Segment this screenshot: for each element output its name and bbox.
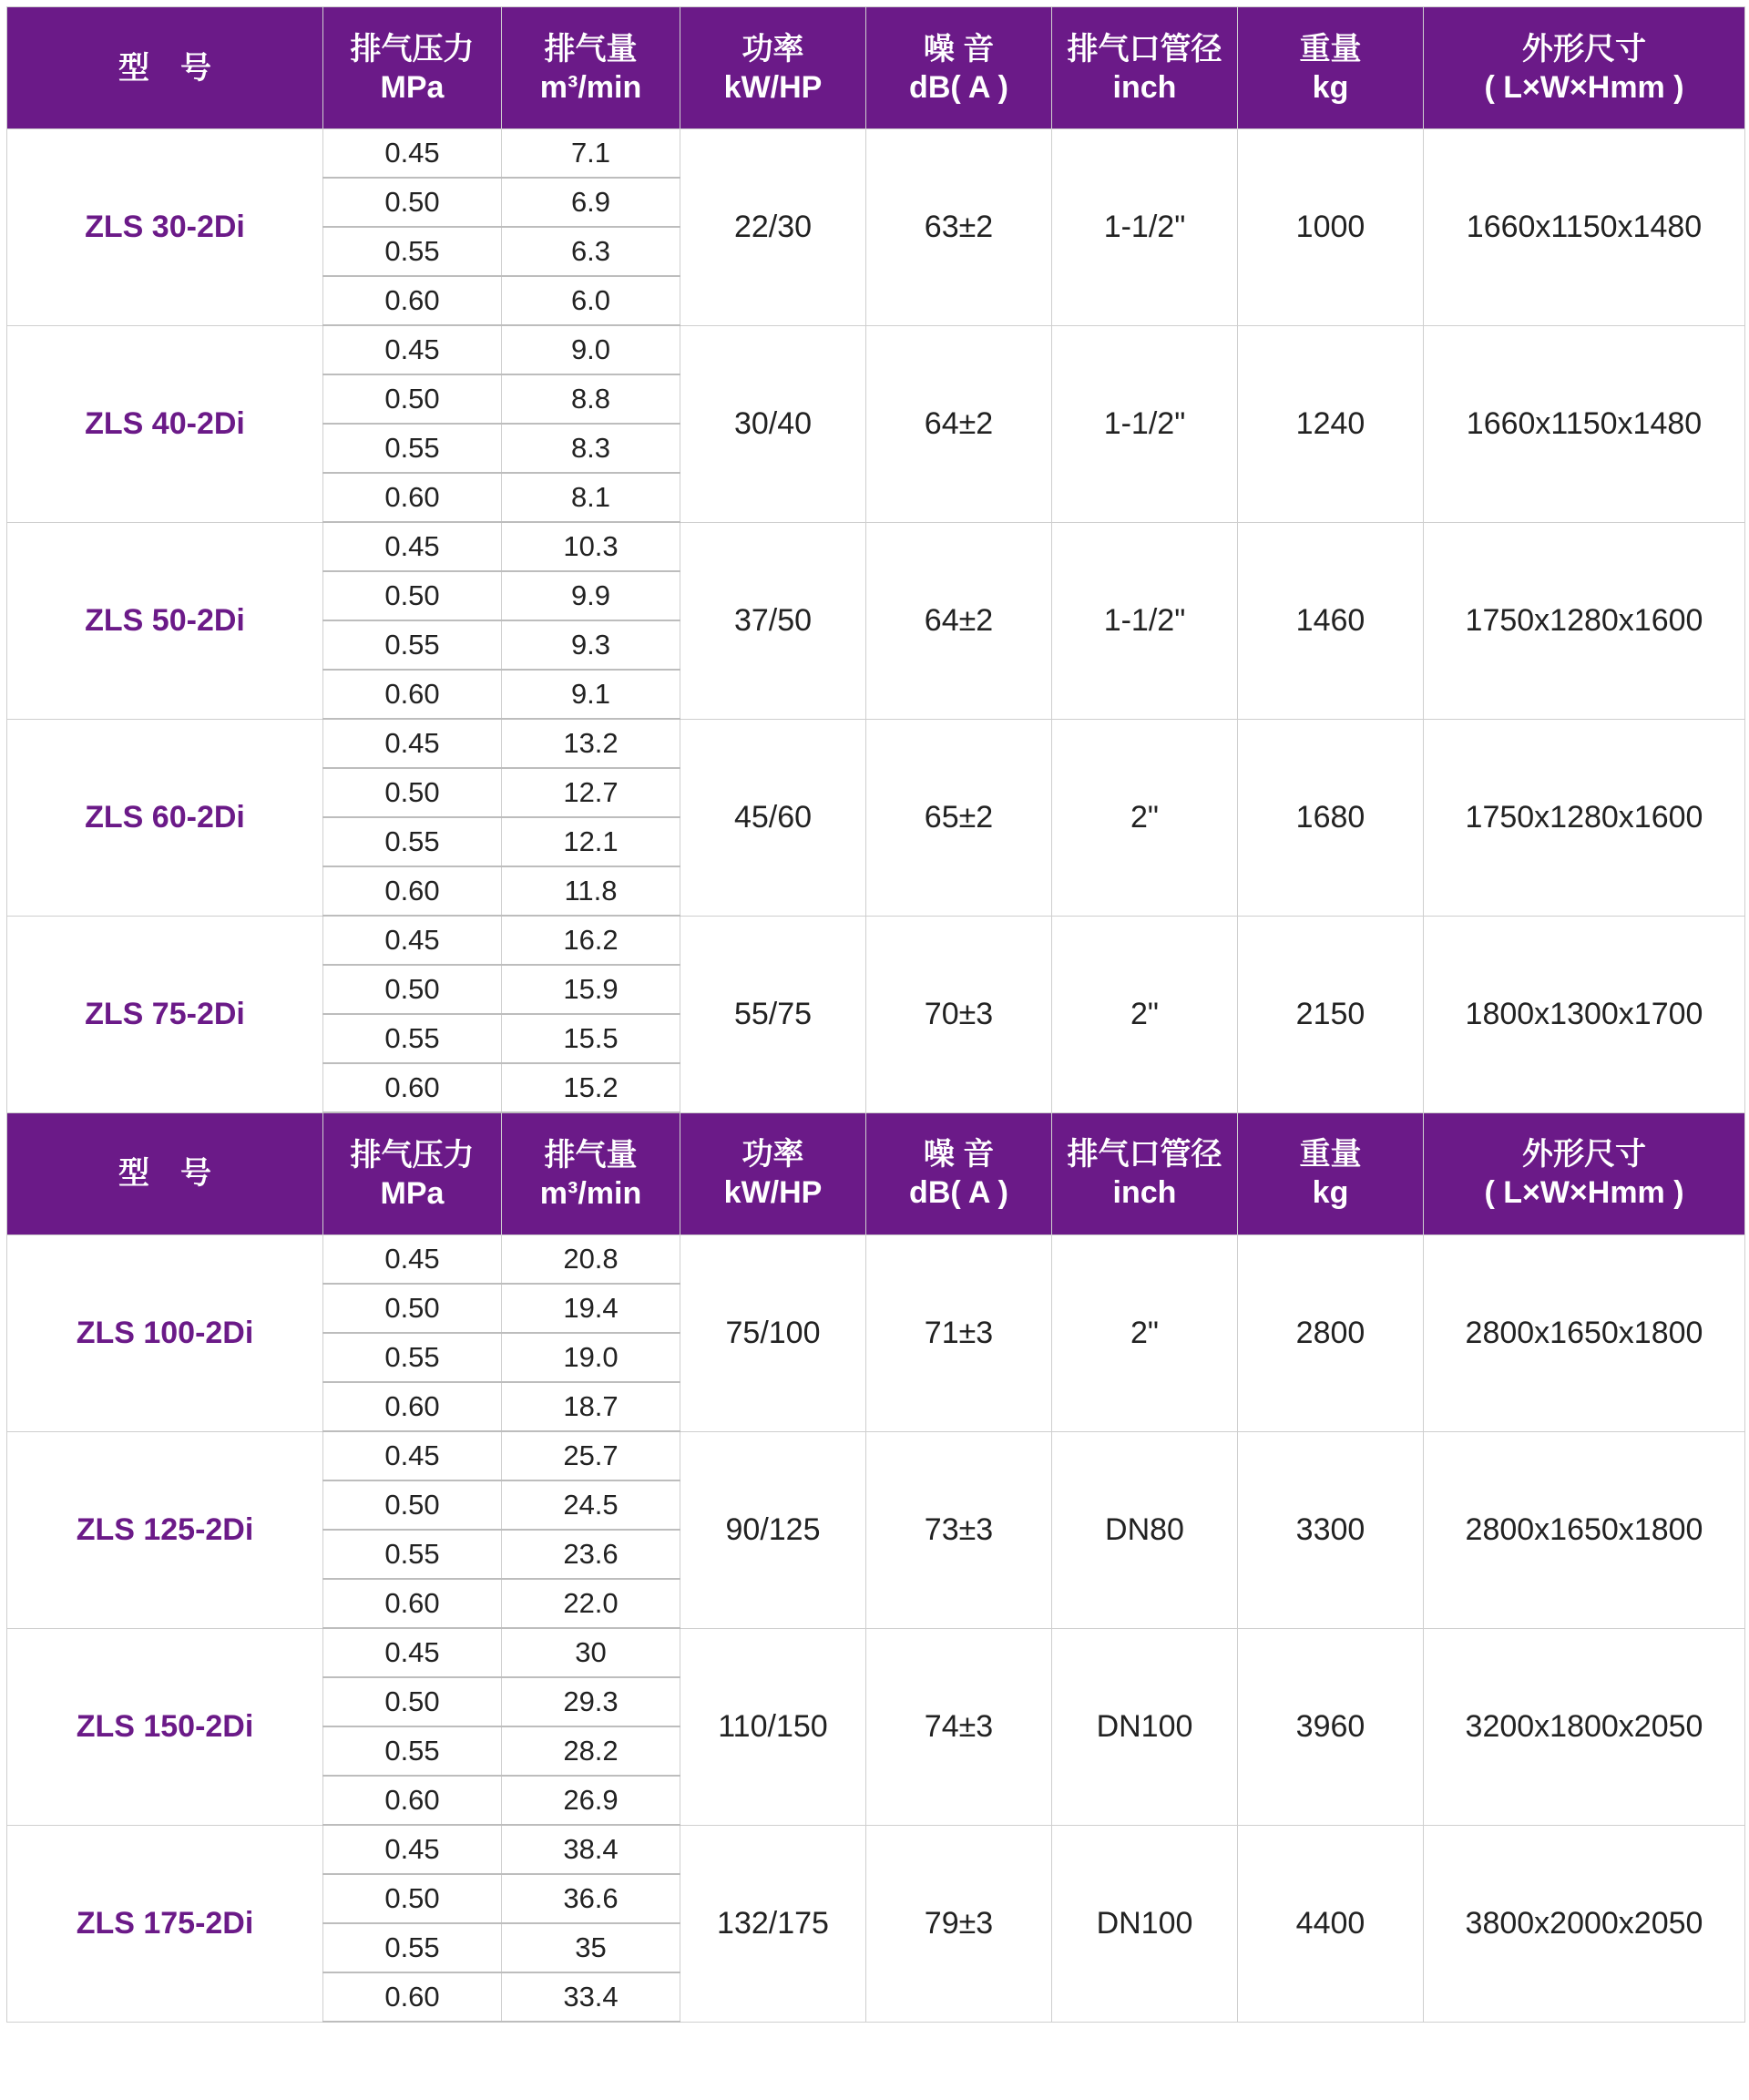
header-noise — [866, 1112, 1052, 1235]
flow-cell: 12.7 — [502, 768, 680, 817]
power-cell: 30/40 — [680, 325, 866, 522]
flow-cell: 38.4 — [502, 1825, 680, 1874]
pressure-cell: 0.60 — [323, 1063, 502, 1112]
pressure-cell: 0.45 — [323, 129, 502, 179]
flow-cell: 6.3 — [502, 227, 680, 276]
flow-cell: 8.8 — [502, 374, 680, 424]
model-name: ZLS 175-2Di — [7, 1825, 323, 2022]
header-noise — [866, 7, 1052, 129]
power-cell: 90/125 — [680, 1431, 866, 1628]
outlet-cell: DN100 — [1052, 1628, 1238, 1825]
header-outlet-unit: inch — [1112, 69, 1177, 105]
table-row — [7, 1825, 1745, 1874]
noise-cell: 70±3 — [866, 916, 1052, 1112]
header-flow-unit: m³/min — [539, 1175, 642, 1211]
header-flow-unit: m³/min — [539, 69, 642, 105]
table-row — [7, 1628, 1745, 1677]
header-model: 型 号 — [7, 7, 323, 129]
flow-cell: 19.4 — [502, 1284, 680, 1333]
pressure-cell: 0.55 — [323, 1333, 502, 1382]
flow-cell: 22.0 — [502, 1579, 680, 1628]
flow-cell: 33.4 — [502, 1972, 680, 2022]
header-flow-label: 排气量 — [544, 31, 638, 67]
header-size-label: 外形尺寸 — [1522, 31, 1646, 67]
weight-cell: 2800 — [1238, 1235, 1424, 1432]
header-pressure-unit: MPa — [380, 1175, 445, 1211]
flow-cell: 35 — [502, 1923, 680, 1972]
pressure-cell: 0.55 — [323, 1923, 502, 1972]
power-cell: 55/75 — [680, 916, 866, 1112]
flow-cell: 28.2 — [502, 1726, 680, 1776]
table-row — [7, 129, 1745, 179]
noise-cell: 65±2 — [866, 719, 1052, 916]
weight-cell: 2150 — [1238, 916, 1424, 1112]
pressure-cell: 0.50 — [323, 768, 502, 817]
header-pressure — [323, 7, 502, 129]
header-power-label: 功率 — [742, 31, 804, 67]
outlet-cell: 2" — [1052, 719, 1238, 916]
model-name: ZLS 125-2Di — [7, 1431, 323, 1628]
noise-cell: 73±3 — [866, 1431, 1052, 1628]
spec-table — [6, 6, 1745, 2023]
pressure-cell: 0.50 — [323, 1677, 502, 1726]
model-name: ZLS 50-2Di — [7, 522, 323, 719]
pressure-cell: 0.55 — [323, 227, 502, 276]
flow-cell: 16.2 — [502, 916, 680, 965]
flow-cell: 9.9 — [502, 571, 680, 620]
flow-cell: 12.1 — [502, 817, 680, 866]
weight-cell: 3960 — [1238, 1628, 1424, 1825]
table-row — [7, 719, 1745, 768]
pressure-cell: 0.55 — [323, 620, 502, 670]
header-noise-label: 噪 音 — [923, 31, 995, 67]
flow-cell: 9.3 — [502, 620, 680, 670]
flow-cell: 11.8 — [502, 866, 680, 916]
noise-cell: 79±3 — [866, 1825, 1052, 2022]
header-outlet-unit: inch — [1112, 1175, 1177, 1211]
outlet-cell: DN100 — [1052, 1825, 1238, 2022]
noise-cell: 71±3 — [866, 1235, 1052, 1432]
size-cell: 1660x1150x1480 — [1424, 325, 1745, 522]
header-weight — [1238, 1112, 1424, 1235]
header-row — [7, 1112, 1745, 1235]
noise-cell: 64±2 — [866, 325, 1052, 522]
header-size-unit: ( L×W×Hmm ) — [1484, 1175, 1684, 1211]
header-weight-label: 重量 — [1299, 1137, 1362, 1173]
size-cell: 1660x1150x1480 — [1424, 129, 1745, 326]
flow-cell: 25.7 — [502, 1431, 680, 1480]
pressure-cell: 0.50 — [323, 571, 502, 620]
table-row — [7, 522, 1745, 571]
header-weight-unit: kg — [1312, 1175, 1349, 1211]
size-cell: 3200x1800x2050 — [1424, 1628, 1745, 1825]
flow-cell: 6.0 — [502, 276, 680, 325]
header-model: 型 号 — [7, 1112, 323, 1235]
pressure-cell: 0.45 — [323, 1628, 502, 1677]
flow-cell: 30 — [502, 1628, 680, 1677]
pressure-cell: 0.55 — [323, 424, 502, 473]
outlet-cell: 1-1/2" — [1052, 522, 1238, 719]
model-name: ZLS 30-2Di — [7, 129, 323, 326]
header-pressure — [323, 1112, 502, 1235]
size-cell: 2800x1650x1800 — [1424, 1431, 1745, 1628]
outlet-cell: 2" — [1052, 916, 1238, 1112]
pressure-cell: 0.60 — [323, 1972, 502, 2022]
header-flow-label: 排气量 — [544, 1137, 638, 1173]
flow-cell: 24.5 — [502, 1480, 680, 1530]
pressure-cell: 0.60 — [323, 1579, 502, 1628]
pressure-cell: 0.60 — [323, 276, 502, 325]
header-size-label: 外形尺寸 — [1522, 1137, 1646, 1173]
flow-cell: 19.0 — [502, 1333, 680, 1382]
header-outlet-label: 排气口管径 — [1067, 1137, 1222, 1173]
noise-cell: 74±3 — [866, 1628, 1052, 1825]
model-name: ZLS 75-2Di — [7, 916, 323, 1112]
table-row — [7, 325, 1745, 374]
pressure-cell: 0.45 — [323, 325, 502, 374]
pressure-cell: 0.50 — [323, 178, 502, 227]
header-outlet — [1052, 7, 1238, 129]
flow-cell: 13.2 — [502, 719, 680, 768]
header-outlet — [1052, 1112, 1238, 1235]
size-cell: 1750x1280x1600 — [1424, 522, 1745, 719]
pressure-cell: 0.50 — [323, 1284, 502, 1333]
pressure-cell: 0.60 — [323, 866, 502, 916]
size-cell: 3800x2000x2050 — [1424, 1825, 1745, 2022]
model-name: ZLS 40-2Di — [7, 325, 323, 522]
flow-cell: 9.0 — [502, 325, 680, 374]
header-power-label: 功率 — [742, 1137, 804, 1173]
weight-cell: 3300 — [1238, 1431, 1424, 1628]
pressure-cell: 0.50 — [323, 1480, 502, 1530]
power-cell: 45/60 — [680, 719, 866, 916]
pressure-cell: 0.45 — [323, 1235, 502, 1285]
weight-cell: 4400 — [1238, 1825, 1424, 2022]
flow-cell: 23.6 — [502, 1530, 680, 1579]
pressure-cell: 0.55 — [323, 1726, 502, 1776]
pressure-cell: 0.45 — [323, 1431, 502, 1480]
header-noise-label: 噪 音 — [923, 1137, 995, 1173]
header-outlet-label: 排气口管径 — [1067, 31, 1222, 67]
pressure-cell: 0.60 — [323, 473, 502, 522]
flow-cell: 15.9 — [502, 965, 680, 1014]
weight-cell: 1000 — [1238, 129, 1424, 326]
flow-cell: 36.6 — [502, 1874, 680, 1923]
noise-cell: 64±2 — [866, 522, 1052, 719]
model-name: ZLS 150-2Di — [7, 1628, 323, 1825]
size-cell: 1750x1280x1600 — [1424, 719, 1745, 916]
flow-cell: 15.2 — [502, 1063, 680, 1112]
pressure-cell: 0.60 — [323, 1382, 502, 1431]
header-size-unit: ( L×W×Hmm ) — [1484, 69, 1684, 105]
table-row — [7, 916, 1745, 965]
header-size — [1424, 1112, 1745, 1235]
header-noise-unit: dB( A ) — [909, 69, 1008, 105]
size-cell: 2800x1650x1800 — [1424, 1235, 1745, 1432]
header-pressure-label: 排气压力 — [350, 1137, 475, 1173]
pressure-cell: 0.50 — [323, 1874, 502, 1923]
power-cell: 110/150 — [680, 1628, 866, 1825]
flow-cell: 10.3 — [502, 522, 680, 571]
pressure-cell: 0.50 — [323, 374, 502, 424]
header-pressure-label: 排气压力 — [350, 31, 475, 67]
header-power-unit: kW/HP — [723, 1175, 823, 1211]
header-noise-unit: dB( A ) — [909, 1175, 1008, 1211]
header-flow — [502, 1112, 680, 1235]
header-power — [680, 1112, 866, 1235]
pressure-cell: 0.55 — [323, 1530, 502, 1579]
power-cell: 22/30 — [680, 129, 866, 326]
flow-cell: 9.1 — [502, 670, 680, 719]
flow-cell: 8.1 — [502, 473, 680, 522]
outlet-cell: 1-1/2" — [1052, 325, 1238, 522]
header-flow — [502, 7, 680, 129]
header-row — [7, 7, 1745, 129]
pressure-cell: 0.60 — [323, 670, 502, 719]
outlet-cell: 1-1/2" — [1052, 129, 1238, 326]
flow-cell: 18.7 — [502, 1382, 680, 1431]
header-size — [1424, 7, 1745, 129]
pressure-cell: 0.55 — [323, 817, 502, 866]
weight-cell: 1460 — [1238, 522, 1424, 719]
model-name: ZLS 100-2Di — [7, 1235, 323, 1432]
pressure-cell: 0.45 — [323, 916, 502, 965]
noise-cell: 63±2 — [866, 129, 1052, 326]
pressure-cell: 0.45 — [323, 719, 502, 768]
pressure-cell: 0.45 — [323, 1825, 502, 1874]
header-power — [680, 7, 866, 129]
table-row — [7, 1431, 1745, 1480]
flow-cell: 6.9 — [502, 178, 680, 227]
power-cell: 132/175 — [680, 1825, 866, 2022]
size-cell: 1800x1300x1700 — [1424, 916, 1745, 1112]
flow-cell: 15.5 — [502, 1014, 680, 1063]
header-weight-label: 重量 — [1299, 31, 1362, 67]
outlet-cell: DN80 — [1052, 1431, 1238, 1628]
table-row — [7, 1235, 1745, 1285]
header-weight — [1238, 7, 1424, 129]
pressure-cell: 0.45 — [323, 522, 502, 571]
model-name: ZLS 60-2Di — [7, 719, 323, 916]
weight-cell: 1240 — [1238, 325, 1424, 522]
flow-cell: 20.8 — [502, 1235, 680, 1285]
power-cell: 37/50 — [680, 522, 866, 719]
flow-cell: 8.3 — [502, 424, 680, 473]
flow-cell: 26.9 — [502, 1776, 680, 1825]
header-power-unit: kW/HP — [723, 69, 823, 105]
pressure-cell: 0.50 — [323, 965, 502, 1014]
flow-cell: 7.1 — [502, 129, 680, 179]
pressure-cell: 0.55 — [323, 1014, 502, 1063]
flow-cell: 29.3 — [502, 1677, 680, 1726]
header-weight-unit: kg — [1312, 69, 1349, 105]
power-cell: 75/100 — [680, 1235, 866, 1432]
pressure-cell: 0.60 — [323, 1776, 502, 1825]
weight-cell: 1680 — [1238, 719, 1424, 916]
header-pressure-unit: MPa — [380, 69, 445, 105]
outlet-cell: 2" — [1052, 1235, 1238, 1432]
